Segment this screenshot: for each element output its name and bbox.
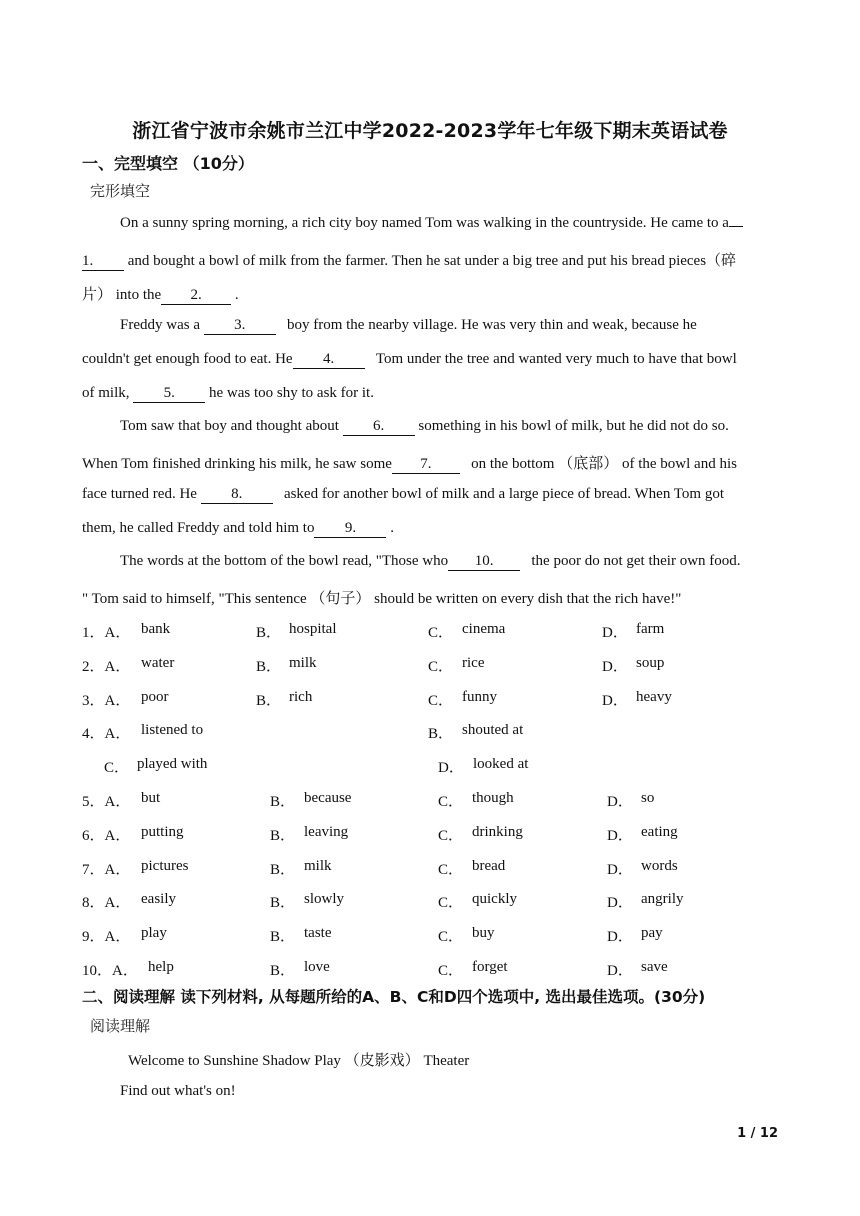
blank-1-tail	[729, 226, 743, 227]
option-label: B．	[428, 726, 454, 742]
passage-line-12	[82, 587, 681, 608]
passage-line-7	[120, 418, 729, 436]
question-6-option-c[interactable]: drinking	[472, 824, 523, 840]
passage-line-5	[82, 351, 737, 369]
option-label: C．	[104, 760, 130, 776]
question-2-option-a[interactable]: water	[141, 655, 175, 671]
passage-text: couldn't get enough food to eat. He	[82, 351, 293, 367]
question-7-option-a[interactable]: pictures	[141, 858, 189, 874]
question-7-number: 7．A．	[82, 862, 131, 878]
question-1-option-b[interactable]: hospital	[289, 621, 337, 637]
question-3-number: 3．A．	[82, 693, 131, 709]
option-label: C．	[438, 963, 464, 979]
passage-text: on the bottom （底部） of the bowl and his	[471, 456, 737, 472]
option-label: D．	[607, 794, 633, 810]
question-4-number: 4．A．	[82, 726, 131, 742]
option-label: B．	[256, 625, 282, 641]
option-label: C．	[428, 625, 454, 641]
blank-9: 9.	[314, 520, 386, 538]
passage-line-1	[120, 215, 743, 232]
passage-text: the poor do not get their own food.	[531, 553, 741, 569]
question-10-option-a[interactable]: help	[148, 959, 174, 975]
question-8-number: 8．A．	[82, 895, 131, 911]
passage-text: Tom under the tree and wanted very much to have that bowl	[375, 351, 737, 367]
passage-line-3	[82, 283, 239, 305]
question-3-option-c[interactable]: funny	[462, 689, 497, 705]
passage-text: .	[234, 287, 239, 303]
question-7-option-b[interactable]: milk	[304, 858, 332, 874]
blank-8: 8.	[201, 486, 273, 504]
question-8-option-c[interactable]: quickly	[472, 891, 517, 907]
question-9-option-d[interactable]: pay	[641, 925, 663, 941]
question-7-option-d[interactable]: words	[641, 858, 678, 874]
question-4-option-b[interactable]: shouted at	[462, 722, 524, 738]
question-4-option-c[interactable]: played with	[137, 756, 208, 772]
option-label: D．	[607, 828, 633, 844]
option-label: C．	[428, 659, 454, 675]
option-label: B．	[256, 659, 282, 675]
option-label: B．	[270, 862, 296, 878]
question-4-option-a[interactable]: listened to	[141, 722, 204, 738]
option-label: B．	[270, 963, 296, 979]
question-10-option-d[interactable]: save	[641, 959, 668, 975]
option-label: D．	[607, 895, 633, 911]
question-8-option-b[interactable]: slowly	[304, 891, 345, 907]
passage-line-2	[82, 249, 736, 271]
passage-text: face turned red. He	[82, 486, 197, 502]
passage-line-10	[82, 520, 394, 538]
question-2-number: 2．A．	[82, 659, 131, 675]
option-label: D．	[602, 693, 628, 709]
question-7-option-c[interactable]: bread	[472, 858, 506, 874]
question-6-number: 6．A．	[82, 828, 131, 844]
question-3-option-a[interactable]: poor	[141, 689, 169, 705]
question-2-option-b[interactable]: milk	[289, 655, 317, 671]
passage-text: something in his bowl of milk, but he did not do so.	[418, 418, 729, 434]
blank-6: 6.	[343, 418, 415, 436]
option-label: D．	[607, 929, 633, 945]
passage-text: he was too shy to ask for it.	[209, 385, 374, 401]
option-label: C．	[438, 828, 464, 844]
passage-text: Tom saw that boy and thought about	[120, 418, 339, 434]
passage-text: asked for another bowl of milk and a large piece of bread. When Tom got	[283, 486, 724, 502]
blank-3: 3.	[204, 317, 276, 335]
option-label: C．	[428, 693, 454, 709]
question-1-option-a[interactable]: bank	[141, 621, 171, 637]
passage-text: of milk,	[82, 385, 130, 401]
passage-line-6	[82, 385, 374, 403]
section-1-heading: 一、完型填空 （10分）	[82, 154, 254, 173]
option-label: D．	[607, 963, 633, 979]
question-10-option-b[interactable]: love	[304, 959, 330, 975]
option-label: B．	[270, 929, 296, 945]
passage-text: boy from the nearby village. He was very thin and weak, because he	[286, 317, 697, 333]
question-10-number: 10．A．	[82, 963, 138, 979]
passage-line-8	[82, 452, 737, 474]
question-8-option-d[interactable]: angrily	[641, 891, 684, 907]
question-6-option-d[interactable]: eating	[641, 824, 678, 840]
passage-text: Freddy was a	[120, 317, 200, 333]
question-9-option-b[interactable]: taste	[304, 925, 332, 941]
question-5-option-b[interactable]: because	[304, 790, 352, 806]
page-number: 1 / 12	[737, 1126, 778, 1141]
option-label: B．	[256, 693, 282, 709]
question-9-option-c[interactable]: buy	[472, 925, 495, 941]
blank-7: 7.	[392, 456, 460, 474]
question-2-option-c[interactable]: rice	[462, 655, 485, 671]
option-label: D．	[438, 760, 464, 776]
blank-1: 1.	[82, 253, 124, 271]
passage-text: When Tom finished drinking his milk, he saw some	[82, 456, 392, 472]
option-label: C．	[438, 794, 464, 810]
passage-line-11	[120, 553, 741, 571]
question-6-option-a[interactable]: putting	[141, 824, 184, 840]
question-4-option-d[interactable]: looked at	[473, 756, 529, 772]
question-9-option-a[interactable]: play	[141, 925, 167, 941]
question-6-option-b[interactable]: leaving	[304, 824, 349, 840]
passage-line-4	[120, 317, 697, 335]
passage-text: 片） into the	[82, 287, 162, 303]
section-2-subheading: 阅读理解	[90, 1019, 151, 1035]
blank-4: 4.	[293, 351, 365, 369]
question-8-option-a[interactable]: easily	[141, 891, 176, 907]
passage-text: .	[390, 520, 394, 536]
question-10-option-c[interactable]: forget	[472, 959, 508, 975]
option-label: B．	[270, 794, 296, 810]
passage-text: The words at the bottom of the bowl read, "Those who	[120, 553, 449, 569]
passage-text: On a sunny spring morning, a rich city boy named Tom was walking in the countryside. He came to a	[120, 215, 729, 231]
question-5-option-d[interactable]: so	[641, 790, 655, 806]
option-label: D．	[602, 625, 628, 641]
passage-text: " Tom said to himself, "This sentence （句子） should be written on every dish that the rich have!"	[82, 591, 682, 607]
question-5-option-c[interactable]: though	[472, 790, 514, 806]
passage-line-9	[82, 486, 724, 504]
question-3-option-b[interactable]: rich	[289, 689, 313, 705]
option-label: C．	[438, 895, 464, 911]
blank-2: 2.	[161, 287, 231, 305]
section-1-subheading: 完形填空	[90, 184, 151, 200]
option-label: C．	[438, 862, 464, 878]
option-label: D．	[607, 862, 633, 878]
reading-line-2: Find out what's on!	[120, 1083, 236, 1099]
question-5-option-a[interactable]: but	[141, 790, 161, 806]
question-9-number: 9．A．	[82, 929, 131, 945]
passage-text: and bought a bowl of milk from the farmer. Then he sat under a big tree and put his bread pieces（碎	[127, 253, 737, 269]
blank-10: 10.	[448, 553, 520, 571]
option-label: D．	[602, 659, 628, 675]
option-label: C．	[438, 929, 464, 945]
reading-line-1: Welcome to Sunshine Shadow Play （皮影戏） Theater	[128, 1053, 470, 1069]
blank-5: 5.	[133, 385, 205, 403]
question-3-option-d[interactable]: heavy	[636, 689, 672, 705]
option-label: B．	[270, 895, 296, 911]
page-title: 浙江省宁波市余姚市兰江中学2022-2023学年七年级下期末英语试卷	[132, 120, 728, 142]
option-label: B．	[270, 828, 296, 844]
passage-text: them, he called Freddy and told him to	[82, 520, 315, 536]
question-1-option-d[interactable]: farm	[636, 621, 665, 637]
question-1-option-c[interactable]: cinema	[462, 621, 506, 637]
question-2-option-d[interactable]: soup	[636, 655, 665, 671]
section-2-heading: 二、阅读理解 读下列材料, 从每题所给的A、B、C和D四个选项中, 选出最佳选项。(30分)	[82, 988, 706, 1006]
question-1-number: 1．A．	[82, 625, 131, 641]
question-5-number: 5．A．	[82, 794, 131, 810]
